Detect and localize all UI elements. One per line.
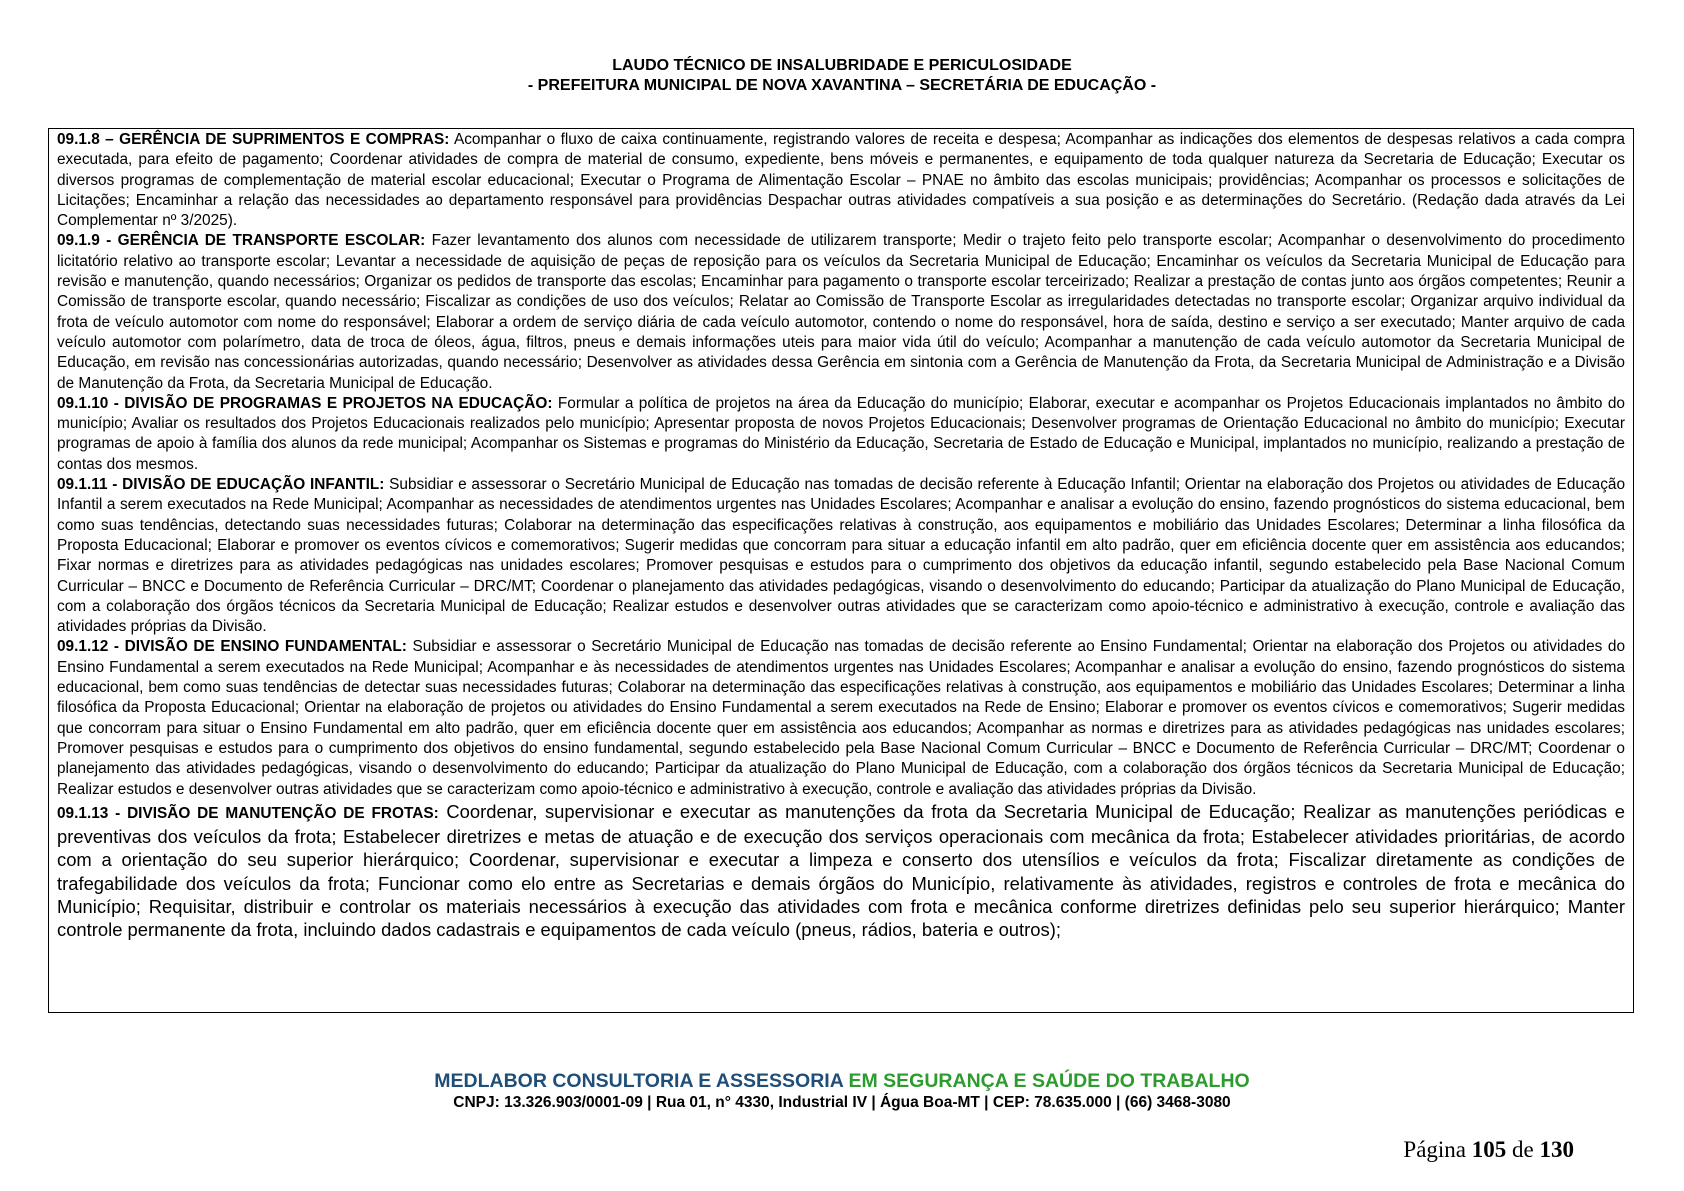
section-heading: 09.1.8 – GERÊNCIA DE SUPRIMENTOS E COMPRAS: <box>57 131 450 148</box>
footer-brand-company: MEDLABOR CONSULTORIA E ASSESSORIA <box>434 1070 844 1092</box>
section-programas-projetos <box>57 394 1625 475</box>
section-educacao-infantil <box>57 475 1625 637</box>
section-heading: 09.1.10 - DIVISÃO DE PROGRAMAS E PROJETOS NA EDUCAÇÃO: <box>57 394 553 412</box>
section-manutencao-frotas <box>57 800 1625 942</box>
section-heading: 09.1.12 - DIVISÃO DE ENSINO FUNDAMENTAL: <box>57 638 407 656</box>
page-total: 130 <box>1539 1137 1574 1162</box>
document-header <box>0 56 1684 96</box>
document-subtitle: - PREFEITURA MUNICIPAL DE NOVA XAVANTINA – SECRETÁRIA DE EDUCAÇÃO - <box>527 77 1157 94</box>
footer-address: CNPJ: 13.326.903/0001-09 | Rua 01, n° 4330, Industrial IV | Água Boa-MT | CEP: 78.635.000 | (66) 3468-3080 <box>453 1094 1231 1111</box>
section-heading: 09.1.9 - GERÊNCIA DE TRANSPORTE ESCOLAR: <box>57 232 426 250</box>
content-box <box>48 128 1634 1013</box>
section-ensino-fundamental <box>57 637 1625 799</box>
page-number <box>1403 1136 1574 1164</box>
section-transporte-escolar <box>57 231 1625 393</box>
page-separator: de <box>1512 1137 1534 1162</box>
document-title: LAUDO TÉCNICO DE INSALUBRIDADE E PERICULOSIDADE <box>612 57 1072 74</box>
section-text: Fazer levantamento dos alunos com necessidade de utilizarem transporte; Medir o trajeto feito pelo transporte escolar; Acompanhar o desenvolvimento do procedimento licitatório relativo ao transporte escolar; Levantar a necessidade de aquisição de peças de reposição para os veículos da Secretaria Municipal de Educação; Encaminhar os veículos da Secretaria Municipal de Educação para revisão e manutenção, quando necessários; Organizar os pedidos de transporte das escolas; Encaminhar para pagamento o transporte escolar terceirizado; Realizar a prestação de contas junto aos órgãos competentes; Reunir a Comissão de transporte escolar, quando necessário; Fiscalizar as condições de uso dos veículos; Relatar ao Comissão de Transporte Escolar as irregularidades detectadas no transporte escolar; Organizar arquivo individual da frota de veículo automotor com nome do responsável; Elaborar a ordem de serviço diária de cada veículo automotor, contendo o nome do responsável, hora de saída, destino e serviço a ser executado; Manter arquivo de cada veículo automotor com polarímetro, data de troca de óleos, água, filtros, pneus e demais informações uteis para maior vida útil do veículo; Acompanhar a manutenção de cada veículo automotor da Secretaria Municipal de Educação, em revisão nas concessionárias autorizadas, quando necessário; Desenvolver as atividades dessa Gerência em sintonia com a Gerência de Manutenção da Frota, da Secretaria Municipal de Administração e a Divisão de Manutenção da Frota, da Secretaria Municipal de Educação. <box>57 232 1625 392</box>
section-heading: 09.1.13 - DIVISÃO DE MANUTENÇÃO DE FROTAS: <box>57 804 439 822</box>
section-text: Formular a política de projetos na área da Educação do município; Elaborar, executar e acompanhar os Projetos Educacionais implantados no âmbito do município; Avaliar os resultados dos Projetos Educacionais realizados pelo município; Apresentar proposta de novos Projetos Educacionais; Desenvolver programas de Orientação Educacional no âmbito do município; Executar programas de apoio à família dos alunos da rede municipal; Acompanhar os Sistemas e programas do Ministério da Educação, Secretaria de Estado de Educação e Municipal, implantados no município, realizando a prestação de contas dos mesmos. <box>57 394 1625 473</box>
footer-brand <box>0 1069 1684 1093</box>
section-text: Subsidiar e assessorar o Secretário Municipal de Educação nas tomadas de decisão referente à Educação Infantil; Orientar na elaboração dos Projetos ou atividades de Educação Infantil a serem executados na Rede Municipal; Acompanhar as necessidades de atendimentos urgentes nas Unidades Escolares; Acompanhar e analisar a evolução do ensino, fazendo prognósticos do sistema educacional, bem como suas tendências, detectando suas necessidades futuras; Colaborar na determinação das especificações relativas à construção, aos equipamentos e mobiliário das Unidades Escolares; Determinar a linha filosófica da Proposta Educacional; Elaborar e promover os eventos cívicos e comemorativos; Sugerir medidas que concorram para situar a educação infantil em alto padrão, quer em eficiência docente quer em assistência aos educandos; Fixar normas e diretrizes para as atividades pedagógicas nas unidades escolares; Promover pesquisas e estudos para o cumprimento dos objetivos da educação infantil, segundo estabelecido pela Base Nacional Comum Curricular – BNCC e Documento de Referência Curricular – DRC/MT; Coordenar o planejamento das atividades pedagógicas, visando o desenvolvimento do educando; Participar da atualização do Plano Municipal de Educação, com a colaboração dos órgãos técnicos da Secretaria Municipal de Educação; Realizar estudos e desenvolver outras atividades que se caracterizam como apoio-técnico e administrativo à execução, controle e avaliação das atividades próprias da Divisão. <box>57 476 1626 636</box>
section-suprimentos-compras <box>57 130 1625 231</box>
footer-brand-tagline: EM SEGURANÇA E SAÚDE DO TRABALHO <box>848 1070 1250 1092</box>
section-text: Acompanhar o fluxo de caixa continuamente, registrando valores de receita e despesa; Acompanhar as indicações dos elementos de despesas relativos a cada compra executada, para efeito de pagamento; Coordenar atividades de compra de material de consumo, expediente, bens móveis e permanentes, e equipamento de toda qualquer natureza da Secretaria de Educação; Executar os diversos programas de complementação de material escolar educacional; Executar o Programa de Alimentação Escolar – PNAE no âmbito das escolas municipais; providências; Acompanhar os processos e solicitações de Licitações; Encaminhar a relação das necessidades ao departamento responsável para providências Despachar outras atividades compatíveis a sua posição e as determinações do Secretário. (Redação dada através da Lei Complementar nº 3/2025). <box>57 131 1625 230</box>
page-current: 105 <box>1471 1137 1507 1162</box>
page-label: Página <box>1403 1137 1467 1162</box>
section-text: Subsidiar e assessorar o Secretário Municipal de Educação nas tomadas de decisão referente ao Ensino Fundamental; Orientar na elaboração dos Projetos ou atividades do Ensino Fundamental a serem executados na Rede Municipal; Acompanhar e às necessidades de atendimentos urgentes nas Unidades Escolares; Acompanhar e analisar a evolução do ensino, fazendo prognósticos do sistema educacional, bem como suas tendências de detectar suas necessidades futuras; Colaborar na determinação das especificações relativas à construção, aos equipamentos e mobiliário das Unidades Escolares; Determinar a linha filosófica da Proposta Educacional; Orientar na elaboração de projetos ou atividades do Ensino Fundamental a serem executados na Rede de Ensino; Elaborar e promover os eventos cívicos e comemorativos; Sugerir medidas que concorram para situar o Ensino Fundamental em alto padrão, quer em eficiência docente quer em assistência aos educandos; Acompanhar as normas e diretrizes para as atividades pedagógicas nas unidades escolares; Promover pesquisas e estudos para o cumprimento dos objetivos do ensino fundamental, segundo estabelecido pela Base Nacional Comum Curricular – BNCC e Documento de Referência Curricular – DRC/MT; Coordenar o planejamento das atividades pedagógicas, visando o desenvolvimento do educando; Participar da atualização do Plano Municipal de Educação, com a colaboração dos órgãos técnicos da Secretaria Municipal de Educação; Realizar estudos e desenvolver outras atividades que se caracterizam como apoio-técnico e administrativo à execução, controle e avaliação das atividades próprias da Divisão. <box>57 638 1625 798</box>
section-heading: 09.1.11 - DIVISÃO DE EDUCAÇÃO INFANTIL: <box>57 476 385 494</box>
section-text: Coordenar, supervisionar e executar as manutenções da frota da Secretaria Municipal de Educação; Realizar as manutenções periódicas e preventivas dos veículos da frota; Estabelecer diretrizes e metas de atuação e de execução dos serviços operacionais com mecânica da frota; Estabelecer atividades prioritárias, de acordo com a orientação do seu superior hierárquico; Coordenar, supervisionar e executar a limpeza e conserto dos utensílios e veículos da frota; Fiscalizar diretamente as condições de trafegabilidade dos veículos da frota; Funcionar como elo entre as Secretarias e demais órgãos do Município, relativamente às atividades, registros e controles de frota e mecânica do Município; Requisitar, distribuir e controlar os materiais necessários à execução das atividades com frota e mecânica conforme diretrizes definidas pelo seu superior hierárquico; Manter controle permanente da frota, incluindo dados cadastrais e equipamentos de cada veículo (pneus, rádios, bateria e outros); <box>57 800 1625 941</box>
